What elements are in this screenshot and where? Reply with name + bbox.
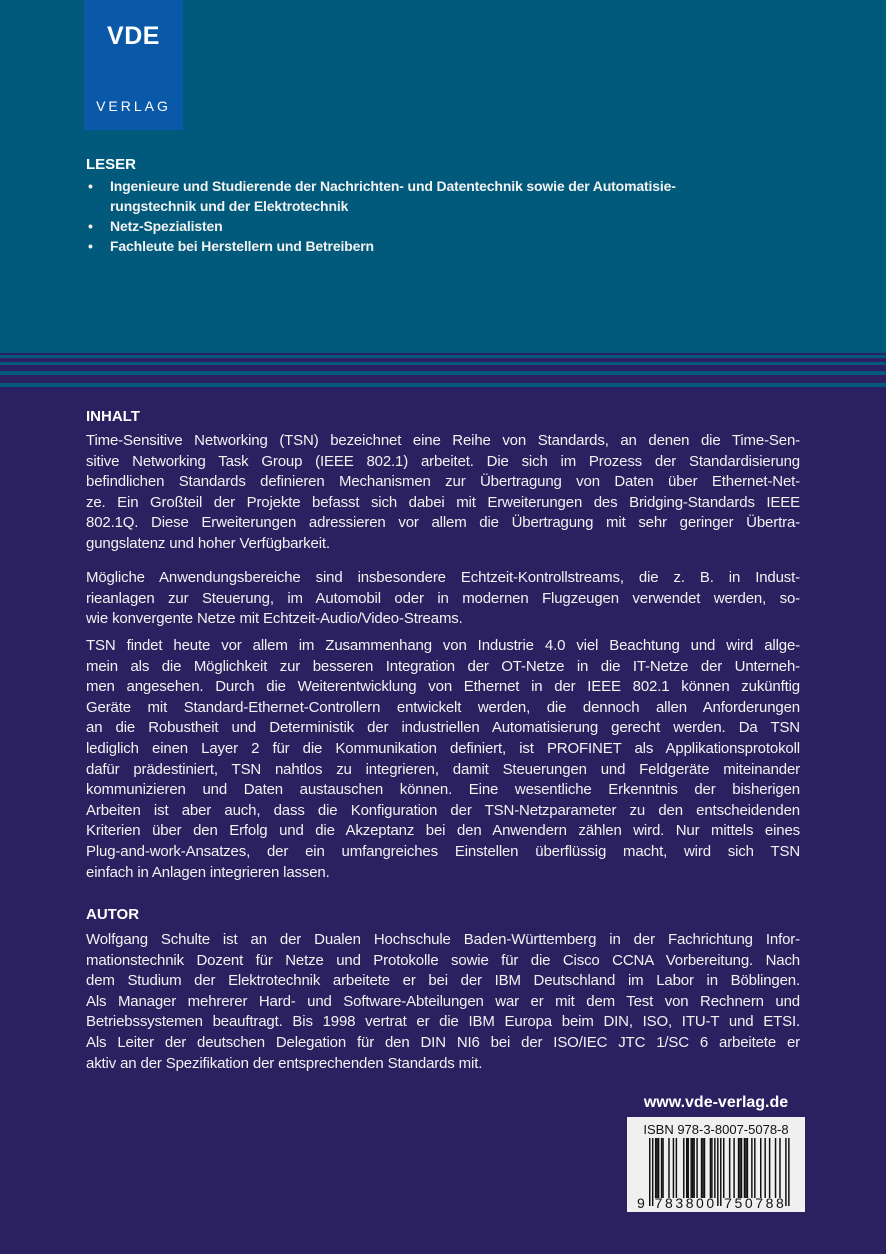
text-line: wie konvergente Netze mit Echtzeit-Audio/Video-Streams.: [86, 610, 463, 628]
readers-item-line: Fachleute bei Herstellern und Betreibern: [110, 237, 374, 254]
barcode-bar: [788, 1138, 789, 1206]
barcode-bar: [760, 1138, 761, 1198]
text-line: Wolfgang Schulte ist an der Dualen Hochschule Baden-Württemberg in der Fachrichtung Infor-: [86, 931, 800, 948]
barcode-bar: [741, 1138, 742, 1198]
barcode-bar: [692, 1138, 693, 1198]
text-line: aktiv an der Spezifikation der entsprechenden Standards mit.: [86, 1054, 483, 1072]
barcode-bar: [704, 1138, 705, 1198]
bullet-icon: •: [88, 237, 93, 254]
text-line: dem Studium der Elektrotechnik arbeitete er bei der IBM Deutschland im Labor in Böblingen.: [86, 972, 800, 990]
text-line: gungslatenz und hoher Verfügbarkeit.: [86, 534, 330, 552]
text-line: men angesehen. Durch die Weiterentwicklung von Ethernet in der IEEE 802.1 können zukünftig: [86, 678, 800, 696]
text-line: kommunizieren und Daten austauschen können. Eine wesentliche Erkenntnis der bisherigen: [86, 781, 800, 799]
barcode-digit: 5: [734, 1195, 743, 1211]
text-line: Mögliche Anwendungsbereiche sind insbesondere Echtzeit-Kontrollstreams, die z. B. in Indust-: [86, 569, 800, 586]
text-line: Geräte mit Standard-Ethernet-Controllern entwickelt werden, die dennoch allen Anforderungen: [86, 698, 800, 716]
barcode-digit: 8: [664, 1195, 673, 1211]
contents-paragraph: [86, 636, 800, 883]
barcode-bar: [769, 1138, 770, 1198]
contents-paragraph: [86, 431, 800, 555]
text-line: Als Leiter der deutschen Delegation für den DIN NI6 bei der ISO/IEC JTC 1/SC 6 arbeitete er: [86, 1033, 800, 1051]
barcode-bar: [744, 1138, 745, 1198]
barcode-digit: 9: [637, 1195, 645, 1211]
author-paragraph: [86, 930, 800, 1074]
isbn-text: ISBN 978-3-8007-5078-8: [643, 1122, 789, 1137]
barcode-digit: 8: [685, 1195, 694, 1211]
text-line: Kriterien über den Erfolg und die Akzeptanz bei den Anwendern zählen wird. Nur mittels eines: [86, 822, 800, 840]
text-line: mationstechnik Dozent für Netze und Protokolle sowie für die Cisco CCNA Vorbereitung. Nach: [86, 951, 800, 969]
barcode-digit: 8: [775, 1195, 784, 1211]
readers-item-line: Ingenieure und Studierende der Nachrichten- und Datentechnik sowie der Automatisie-: [110, 177, 676, 194]
barcode-bar: [702, 1138, 703, 1198]
barcode-digit: 0: [706, 1195, 715, 1211]
barcode-bar: [739, 1138, 740, 1198]
barcode-bar: [668, 1138, 669, 1198]
contents-paragraph: [86, 568, 800, 630]
author-heading: AUTOR: [86, 906, 140, 923]
readers-list-item: [86, 236, 800, 256]
barcode-bar: [656, 1138, 657, 1198]
text-line: lediglich einen Layer 2 für die Kommunikation definiert, ist PROFINET als Applikationsprotokoll: [86, 739, 800, 757]
barcode-digit: 7: [654, 1195, 663, 1211]
readers-list-item: [86, 216, 800, 236]
barcode-bar: [785, 1138, 786, 1206]
barcode-bar: [696, 1138, 697, 1198]
barcode-bar: [655, 1138, 656, 1198]
text-line: rieanlagen zur Steuerung, im Automobil oder in modernen Flugzeugen verwendet werden, so-: [86, 589, 800, 607]
logo-subtitle: VERLAG: [96, 98, 171, 114]
barcode-bar: [687, 1138, 688, 1198]
barcode-bar: [652, 1138, 653, 1206]
barcode-digit: 0: [696, 1195, 704, 1211]
text-line: 802.1Q. Diese Erweiterungen adressieren vor allem die Übertragung mit sehr geringer Übertra-: [86, 514, 800, 532]
text-line: mein als die Möglichkeit zur besseren Integration der OT-Netze in die IT-Netze der Unterneh-: [86, 657, 800, 675]
barcode-bar: [754, 1138, 755, 1198]
barcode-bar: [747, 1138, 748, 1198]
barcode-digit: 0: [744, 1195, 753, 1211]
readers-item-line: rungstechnik und der Elektrotechnik: [110, 197, 349, 214]
contents-section: [86, 407, 800, 428]
text-line: Als Manager mehrerer Hard- und Software-Abteilungen war er mit dem Test von Rechnern und: [86, 992, 800, 1010]
bullet-icon: •: [88, 177, 93, 194]
publisher-url[interactable]: www.vde-verlag.de: [643, 1094, 789, 1111]
barcode-bar: [775, 1138, 776, 1198]
barcode-bar: [676, 1138, 677, 1198]
barcode-graphic: [627, 1117, 805, 1212]
readers-heading: LESER: [86, 156, 137, 173]
vde-verlag-logo: [84, 0, 183, 130]
author-section: [86, 905, 800, 926]
contents-heading: INHALT: [86, 408, 140, 425]
logo-brand: VDE: [107, 22, 160, 50]
text-line: Time-Sensitive Networking (TSN) bezeichnet eine Reihe von Standards, an denen die Time-Sen-: [86, 432, 800, 449]
text-line: ze. Ein Großteil der Projekte befasst sich dabei mit Erweiterungen des Bridging-Standards IEEE: [86, 493, 800, 511]
text-line: einfach in Anlagen integrieren lassen.: [86, 863, 330, 881]
barcode-bar: [714, 1138, 715, 1198]
readers-item-line: Netz-Spezialisten: [110, 217, 223, 234]
barcode-bar: [751, 1138, 752, 1198]
text-line: TSN findet heute vor allem im Zusammenhang von Industrie 4.0 viel Beachtung und wird allge-: [86, 637, 800, 654]
barcode-bar: [733, 1138, 734, 1198]
bullet-icon: •: [88, 217, 93, 234]
text-line: Arbeiten ist aber auch, dass die Konfiguration der TSN-Netzparameter zu den entscheidenden: [86, 801, 800, 819]
text-line: befindlichen Standards definieren Mechanismen zur Übertragung von Daten über Ethernet-Net-: [86, 473, 800, 491]
isbn-barcode: [627, 1117, 805, 1212]
barcode-bar: [673, 1138, 674, 1198]
barcode-bar: [683, 1138, 684, 1198]
text-line: dafür prädestiniert, TSN nahtlos zu integrieren, damit Steuerungen und Feldgeräte miteinander: [86, 760, 800, 778]
text-line: Betriebssystemen beauftragt. Bis 1998 vertrat er die IBM Europa beim DIN, ISO, ITU-T und ETSI.: [86, 1013, 800, 1031]
barcode-bar: [764, 1138, 765, 1198]
readers-list-item: [86, 176, 800, 216]
barcode-bar: [711, 1138, 712, 1198]
barcode-bar: [658, 1138, 659, 1198]
decorative-stripes: [0, 352, 886, 388]
barcode-bar: [661, 1138, 662, 1198]
text-line: an die Robustheit und Deterministik der industriellen Automatisierung gerecht werden. Da TSN: [86, 719, 800, 737]
barcode-bar: [779, 1138, 780, 1198]
barcode-bar: [745, 1138, 746, 1198]
text-line: Plug-and-work-Ansatzes, der ein umfangreiches Einstellen überflüssig macht, wird sich TSN: [86, 842, 800, 860]
barcode-bar: [729, 1138, 730, 1198]
barcode-bar: [717, 1138, 718, 1206]
barcode-bar: [738, 1138, 739, 1198]
barcode-bar: [662, 1138, 663, 1198]
barcode-digit: 8: [765, 1195, 774, 1211]
barcode-bar: [723, 1138, 724, 1198]
readers-section: [86, 155, 800, 256]
barcode-bar: [701, 1138, 702, 1198]
barcode-digit: 7: [724, 1195, 732, 1211]
barcode-bar: [649, 1138, 650, 1206]
barcode-digit: 3: [675, 1195, 684, 1211]
barcode-bar: [693, 1138, 694, 1198]
barcode-bar: [710, 1138, 711, 1198]
barcode-digit: 7: [755, 1195, 764, 1211]
barcode-bar: [686, 1138, 687, 1198]
text-line: sitive Networking Task Group (IEEE 802.1) arbeitet. Die sich im Prozess der Standardisierung: [86, 452, 800, 470]
barcode-bar: [720, 1138, 721, 1206]
barcode-bar: [690, 1138, 691, 1198]
readers-list: [86, 176, 800, 256]
